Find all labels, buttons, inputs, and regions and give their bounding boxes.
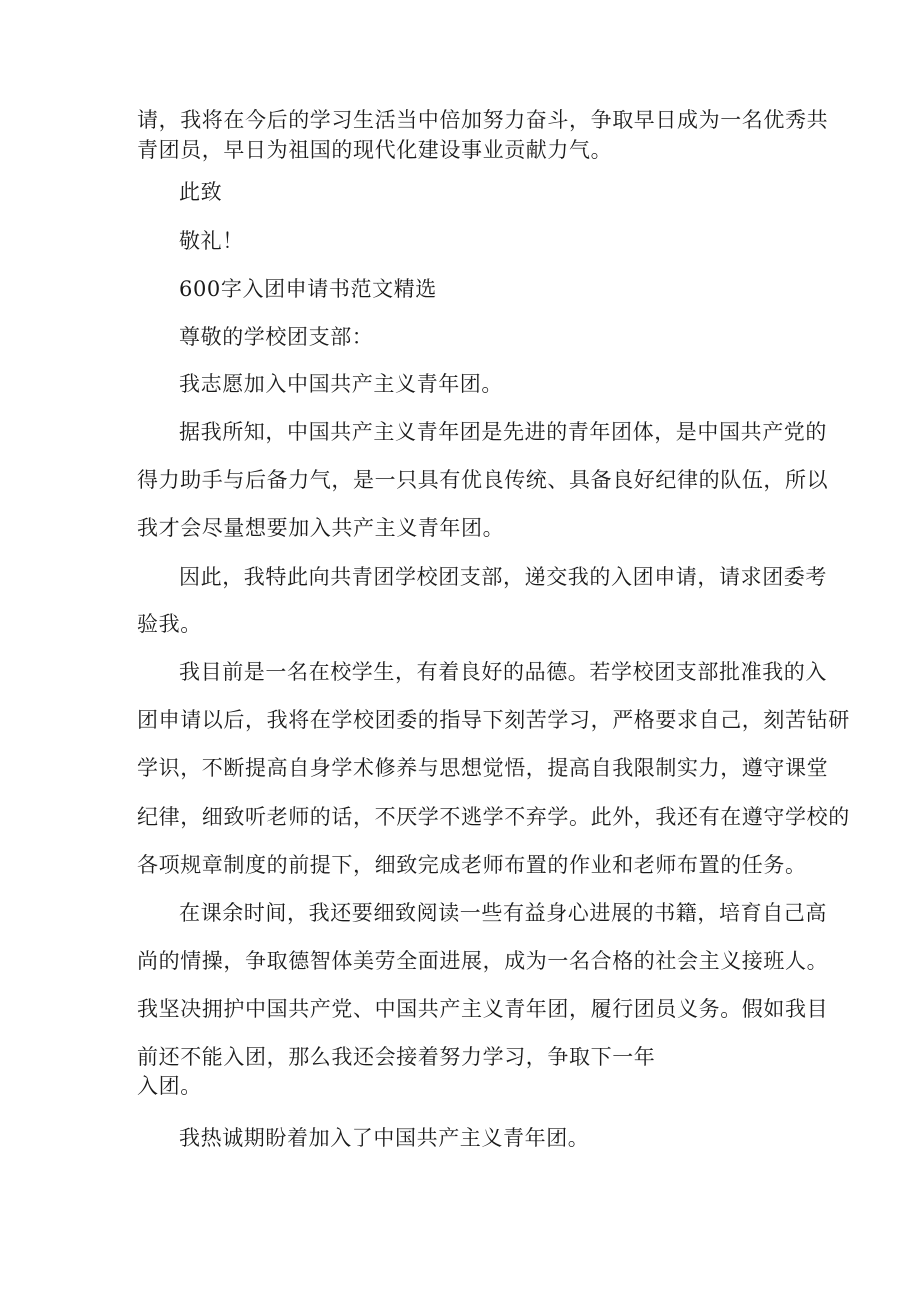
paragraph-line: 各项规章制度的前提下，细致完成老师布置的作业和老师布置的任务。 [137, 853, 807, 877]
body-line: 青团员，早日为祖国的现代化建设事业贡献力气。 [137, 138, 613, 162]
body-line: 请，我将在今后的学习生活当中倍加努力奋斗，争取早日成为一名优秀共 [137, 108, 829, 132]
paragraph-line: 据我所知，中国共产主义青年团是先进的青年团体，是中国共产党的 [179, 420, 827, 444]
section-title: 600字入团申请书范文精选 [179, 277, 437, 301]
paragraph-line: 得力助手与后备力气，是一只具有优良传统、具备良好纪律的队伍，所以 [137, 468, 829, 492]
paragraph-line: 团申请以后，我将在学校团委的指导下刻苦学习，严格要求自己，刻苦钻研 [137, 708, 850, 732]
paragraph-line: 我志愿加入中国共产主义青年团。 [179, 372, 503, 396]
paragraph-line: 纪律，细致听老师的话，不厌学不逃学不弃学。此外，我还有在遵守学校的 [137, 805, 850, 829]
paragraph-line: 入团。 [137, 1074, 202, 1098]
paragraph-line: 前还不能入团，那么我还会接着努力学习，争取下一年 [137, 1045, 656, 1069]
closing-regards: 敬礼！ [179, 229, 244, 253]
paragraph-line: 我目前是一名在校学生，有着良好的品德。若学校团支部批准我的入 [179, 660, 827, 684]
paragraph-line: 因此，我特此向共青团学校团支部，递交我的入团申请，请求团委考 [179, 565, 827, 589]
paragraph-line: 尚的情操，争取德智体美劳全面进展，成为一名合格的社会主义接班人。 [137, 949, 829, 973]
paragraph-line: 学识，不断提高自身学术修养与思想觉悟，提高自我限制实力，遵守课堂 [137, 756, 829, 780]
paragraph-line: 我热诚期盼着加入了中国共产主义青年团。 [179, 1126, 590, 1150]
paragraph-line: 我才会尽量想要加入共产主义青年团。 [137, 516, 505, 540]
greeting: 尊敬的学校团支部： [179, 325, 374, 349]
paragraph-line: 验我。 [137, 612, 202, 636]
paragraph-line: 在课余时间，我还要细致阅读一些有益身心进展的书籍，培育自己高 [179, 901, 827, 925]
closing-salutation: 此致 [179, 180, 223, 204]
paragraph-line: 我坚决拥护中国共产党、中国共产主义青年团，履行团员义务。假如我目 [137, 997, 829, 1021]
